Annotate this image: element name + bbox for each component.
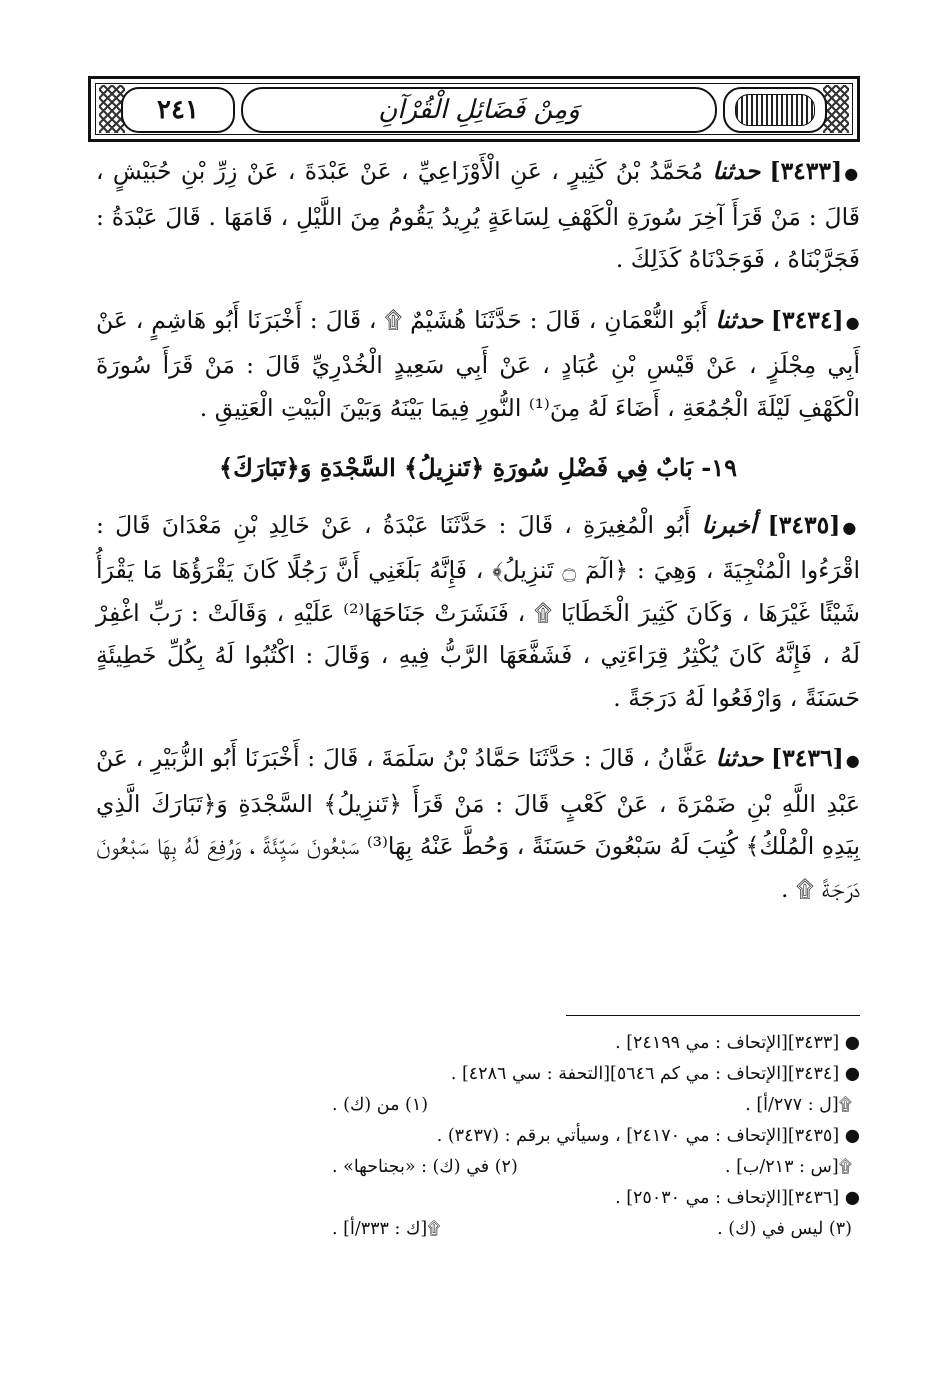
page-header [88, 76, 860, 142]
seal-logo [723, 87, 827, 133]
main-text [96, 150, 860, 928]
footnote-line: ● [٣٤٣٣][الإتحاف : مي ٢٤١٩٩] . [615, 1033, 860, 1053]
footnotes [96, 1028, 860, 1245]
footnote-line: ● [٣٤٣٦][الإتحاف : مي ٢٥٠٣٠] . [615, 1188, 860, 1208]
footnote-row [332, 1152, 852, 1183]
hadith-paragraph: ●[٣٤٣٥] أخبرنا أَبُو الْمُغِيرَةِ ، قَالَ : حَدَّثَنَا عَبْدَةُ ، عَنْ خَالِدِ بْنِ مَعْدَانَ قَالَ : اقْرَءُوا الْمُنْجِيَةَ ، وَهِيَ : ﴿الٓمٓ ۝ تَنزِيلُ﴾ ، فَإِنَّهُ بَلَغَنِي أَنَّ رَجُلًا كَانَ يَقْرَؤُهَا مَا يَقْرَأُ شَيْئًا غَيْرَهَا ، وَكَانَ كَثِيرَ الْخَطَايَا ۩ ، فَنَشَرَتْ جَنَاحَهَا⁽²⁾ عَلَيْهِ ، وَقَالَتْ : رَبِّ اغْفِرْ لَهُ ، فَإِنَّهُ كَانَ يُكْثِرُ قِرَاءَتِي ، فَشَفَّعَهَا الرَّبُّ فِيهِ ، وَقَالَ : اكْتُبُوا لَهُ بِكُلِّ خَطِيئَةٍ حَسَنَةً ، وَارْفَعُوا لَهُ دَرَجَةً . [96, 510, 860, 712]
footnote-right: (٣) ليس في (ك) . [717, 1219, 852, 1239]
footnote-left: (٢) في (ك) : «بجناحها» . [332, 1157, 518, 1177]
chapter-heading: ١٩- بَابٌ فِي فَضْلِ سُورَةِ ﴿تَنزِيلُ﴾ السَّجْدَةِ وَ﴿تَبَارَكَ﴾ [219, 453, 737, 482]
calligraphy-seal-icon [735, 94, 815, 126]
footnote-right: ۩[س : ٢١٣/ب] . [724, 1157, 852, 1177]
footnote-row [332, 1090, 852, 1121]
page-number: ٢٤١ [121, 87, 235, 133]
footnote-row [332, 1214, 852, 1245]
hadith-paragraph: ●[٣٤٣٤] حدثنا أَبُو النُّعْمَانِ ، قَالَ : حَدَّثَنَا هُشَيْمٌ ۩ ، قَالَ : أَخْبَرَنَا أَبُو هَاشِمٍ ، عَنْ أَبِي مِجْلَزٍ ، عَنْ قَيْسِ بْنِ عُبَادٍ ، عَنْ أَبِي سَعِيدٍ الْخُدْرِيِّ قَالَ : مَنْ قَرَأَ سُورَةَ الْكَهْفِ لَيْلَةَ الْجُمُعَةِ ، أَضَاءَ لَهُ مِنَ⁽¹⁾ النُّورِ فِيمَا بَيْنَهُ وَبَيْنَ الْبَيْتِ الْعَتِيقِ . [96, 305, 860, 422]
running-title: وَمِنْ فَضَائِلِ الْقُرْآنِ [241, 87, 717, 133]
footnote-separator [566, 1015, 860, 1016]
footnote-left: (١) من (ك) . [332, 1095, 429, 1115]
hadith-paragraph: ●[٣٤٣٣] حدثنا مُحَمَّدُ بْنُ كَثِيرٍ ، عَنِ الْأَوْزَاعِيِّ ، عَنْ عَبْدَةَ ، عَنْ زِرِّ بْنِ حُبَيْشٍ ، قَالَ : مَنْ قَرَأَ آخِرَ سُورَةِ الْكَهْفِ لِسَاعَةٍ يُرِيدُ يَقُومُ مِنَ اللَّيْلِ ، قَامَهَا . قَالَ عَبْدَةُ : فَجَرَّبْنَاهُ ، فَوَجَدْنَاهُ كَذَلِكَ . [96, 157, 860, 273]
footnote-line: ● [٣٤٣٤][الإتحاف : مي كم ٥٦٤٦][التحفة : سي ٤٢٨٦] . [450, 1064, 860, 1084]
footnote-line: ● [٣٤٣٥][الإتحاف : مي ٢٤١٧٠] ، وسيأتي برقم : (٣٤٣٧) . [436, 1126, 860, 1146]
footnote-left: ۩[ك : ٣٣٣/أ] . [332, 1219, 441, 1239]
hadith-paragraph: ●[٣٤٣٦] حدثنا عَفَّانُ ، قَالَ : حَدَّثَنَا حَمَّادُ بْنُ سَلَمَةَ ، قَالَ : أَخْبَرَنَا أَبُو الزُّبَيْرِ ، عَنْ عَبْدِ اللَّهِ بْنِ ضَمْرَةَ ، عَنْ كَعْبٍ قَالَ : مَنْ قَرَأَ ﴿تَنزِيلُ﴾ السَّجْدَةِ وَ﴿تَبَارَكَ الَّذِي بِيَدِهِ الْمُلْكُ﴾ كُتِبَ لَهُ سَبْعُونَ حَسَنَةً ، وَحُطَّ عَنْهُ بِهَا⁽³⁾ سَبْعُونَ سَيِّئَةً ، وَرُفِعَ لَهُ بِهَا سَبْعُونَ دَرَجَةً ۩ . [96, 744, 861, 903]
footnote-right: ۩[ل : ٢٧٧/أ] . [745, 1095, 852, 1115]
